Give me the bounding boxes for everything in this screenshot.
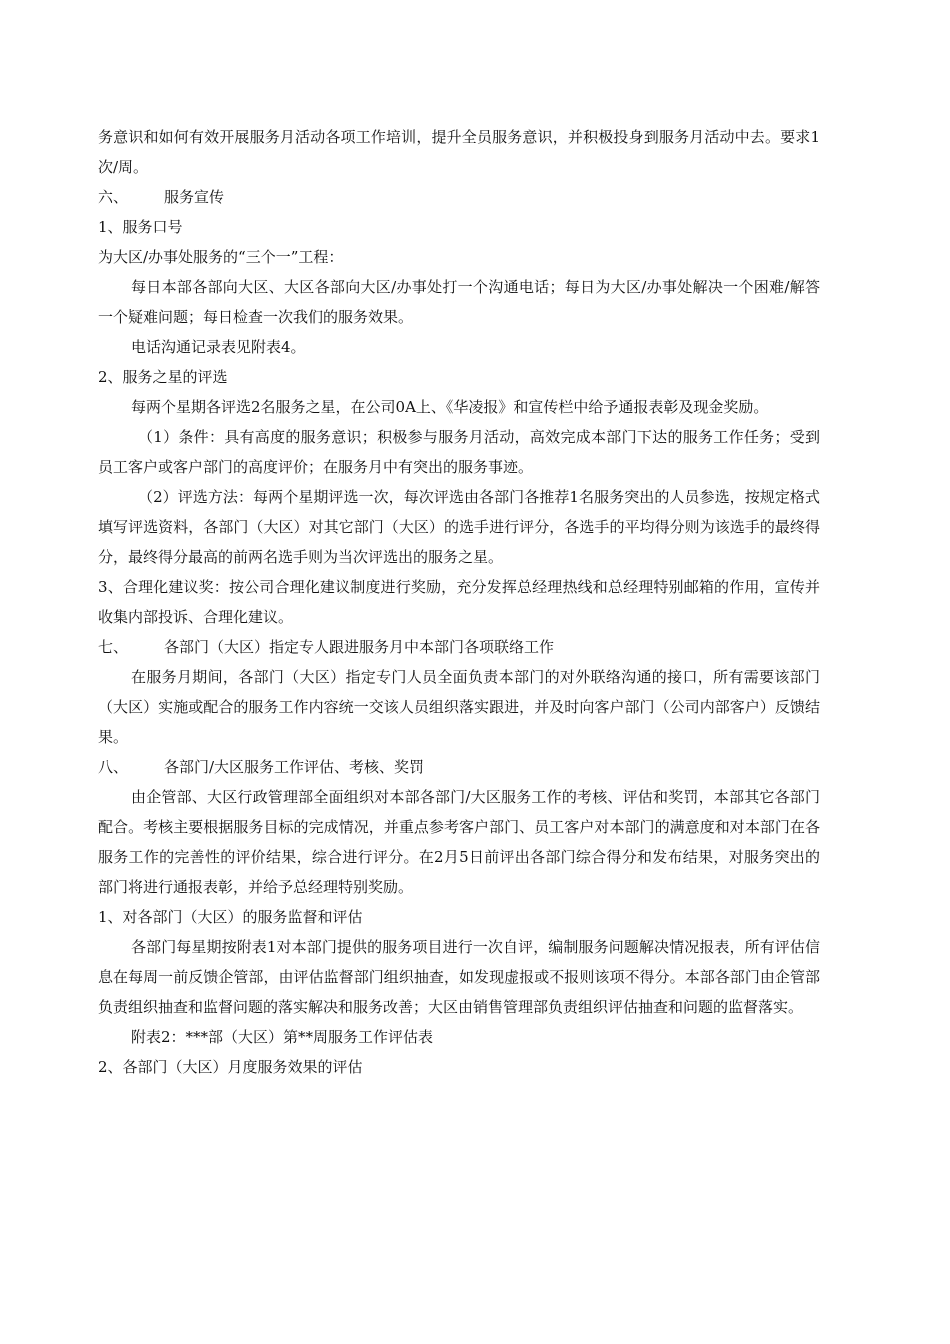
paragraph-liaison: 在服务月期间，各部门（大区）指定专门人员全面负责本部门的对外联络沟通的接口，所有需要该部门（大区）实施或配合的服务工作内容统一交该人员组织落实跟进，并及时向客户部门（公司内部客户）反馈结果。 [98, 668, 820, 746]
section-number: 六、 [98, 188, 129, 206]
subsection-title: 1、服务口号 [98, 218, 183, 236]
subsection-title: 2、各部门（大区）月度服务效果的评估 [98, 1058, 363, 1076]
paragraph-star-selection: 每两个星期各评选2名服务之星，在公司0A上、《华凌报》和宣传栏中给予通报表彰及现金奖励。 [131, 398, 769, 416]
section-number: 七、 [98, 638, 129, 656]
paragraph-intro: 为大区/办事处服务的“三个一”工程： [98, 248, 344, 266]
section-title: 各部门/大区服务工作评估、考核、奖罚 [164, 758, 425, 776]
paragraph-conditions: （1）条件：具有高度的服务意识；积极参与服务月活动，高效完成本部门下达的服务工作任务；受到员工客户或客户部门的高度评价；在服务月中有突出的服务事迹。 [98, 428, 820, 476]
section-title: 各部门（大区）指定专人跟进服务月中本部门各项联络工作 [164, 638, 555, 656]
paragraph-note: 电话沟通记录表见附表4。 [131, 338, 306, 356]
paragraph-assessment: 由企管部、大区行政管理部全面组织对本部各部门/大区服务工作的考核、评估和奖罚，本部其它各部门配合。考核主要根据服务目标的完成情况，并重点参考客户部门、员工客户对本部门的满意度和对本部门在各服务工作的完善性的评价结果，综合进行评分。在2月5日前评出各部门综合得分和发布结果，对服务突出的部门将进行通报表彰，并给予总经理特别奖励。 [98, 788, 820, 896]
paragraph-three-ones: 每日本部各部向大区、大区各部向大区/办事处打一个沟通电话；每日为大区/办事处解决一个困难/解答一个疑难问题；每日检查一次我们的服务效果。 [98, 278, 820, 326]
paragraph-method: （2）评选方法：每两个星期评选一次，每次评选由各部门各推荐1名服务突出的人员参选，按规定格式填写评选资料，各部门（大区）对其它部门（大区）的选手进行评分，各选手的平均得分则为该选手的最终得分，最终得分最高的前两名选手则为当次评选出的服务之星。 [98, 488, 820, 566]
section-number: 八、 [98, 758, 129, 776]
paragraph-suggestion-award: 3、合理化建议奖：按公司合理化建议制度进行奖励，充分发挥总经理热线和总经理特别邮箱的作用，宣传并收集内部投诉、合理化建议。 [98, 578, 820, 626]
document-body [98, 122, 820, 1082]
paragraph-weekly-evaluation: 各部门每星期按附表1对本部门提供的服务项目进行一次自评，编制服务问题解决情况报表，所有评估信息在每周一前反馈企管部，由评估监督部门组织抽查，如发现虚报或不报则该项不得分。本部各部门由企管部负责组织抽查和监督问题的落实解决和服务改善；大区由销售管理部负责组织评估抽查和问题的监督落实。 [98, 938, 820, 1016]
section-eight-heading [98, 752, 820, 782]
paragraph-appendix-note: 附表2：***部（大区）第**周服务工作评估表 [131, 1028, 434, 1046]
section-seven-heading [98, 632, 820, 662]
section-title: 服务宣传 [164, 188, 225, 206]
subsection-title: 2、服务之星的评选 [98, 368, 228, 386]
section-six-heading [98, 182, 820, 212]
paragraph-training: 务意识和如何有效开展服务月活动各项工作培训，提升全员服务意识，并积极投身到服务月活动中去。要求1次/周。 [98, 128, 820, 176]
subsection-title: 1、对各部门（大区）的服务监督和评估 [98, 908, 363, 926]
